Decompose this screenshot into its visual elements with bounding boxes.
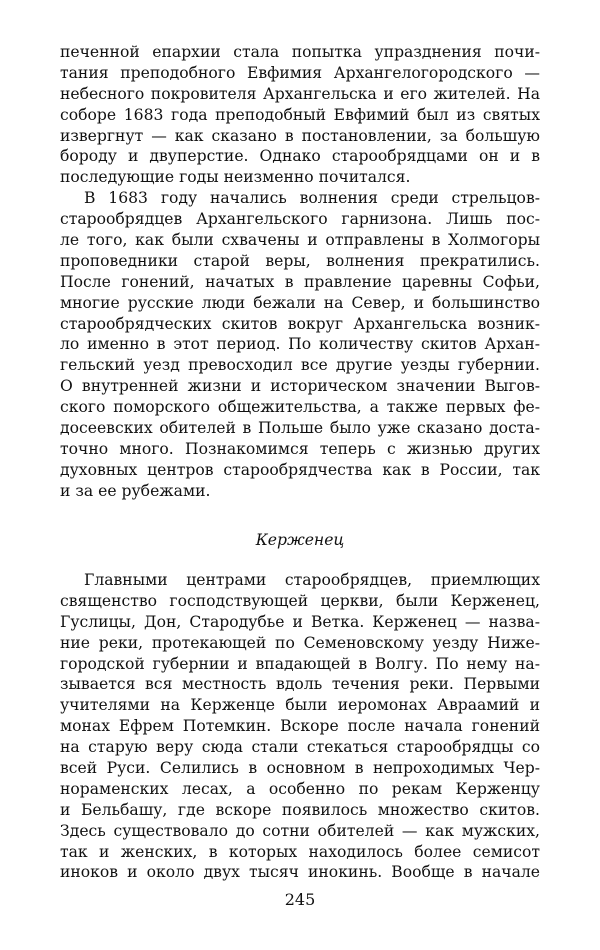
text-line: ние реки, протекающей по Семеновскому уезду Ниже-: [60, 633, 540, 652]
text-line: всей Руси. Селились в основном в непроходимых Чер-: [60, 759, 540, 778]
page-number: 245: [284, 890, 316, 909]
text-line: досеевских обителей в Польше было уже сказано доста-: [60, 419, 540, 438]
text-line: последующие годы неизменно почитался.: [60, 168, 411, 187]
text-line: иноков и около двух тысяч инокинь. Вообще в начале: [60, 863, 540, 882]
section-text-block: [60, 570, 540, 883]
text-line: и Бельбашу, где вскоре появилось множество скитов.: [60, 800, 540, 819]
text-line: и за ее рубежами.: [60, 481, 211, 500]
text-line: духовных центров старообрядчества как в России, так: [60, 460, 540, 479]
text-line: О внутренней жизни и историческом значении Выгов-: [60, 377, 540, 396]
text-line: ло именно в этот период. По количеству скитов Архан-: [60, 335, 540, 354]
text-line: гельский уезд превосходил все другие уезды губернии.: [60, 356, 540, 375]
text-line: монах Ефрем Потемкин. Вскоре после начала гонений: [60, 717, 540, 736]
text-line: старообрядцев Архангельского гарнизона. Лишь пос-: [60, 210, 540, 229]
text-line: старообрядческих скитов вокруг Архангельска возник-: [60, 314, 540, 333]
text-line: бороду и двуперстие. Однако старообрядцами он и в: [60, 147, 540, 166]
text-line: После гонений, начатых в правление царевны Софьи,: [60, 272, 540, 291]
text-line: соборе 1683 года преподобный Евфимий был из святых: [60, 105, 540, 124]
text-line: проповедники старой веры, волнения прекратились.: [60, 251, 540, 270]
text-line: извергнут — как сказано в постановлении, за большую: [60, 126, 540, 145]
text-line: точно много. Познакомимся теперь с жизнью других: [60, 439, 540, 458]
text-line: на старую веру сюда стали стекаться старообрядцы со: [60, 738, 540, 757]
text-line: тания преподобного Евфимия Архангелогородского —: [60, 63, 540, 82]
text-line: ле того, как были схвачены и отправлены в Холмогоры: [60, 231, 540, 250]
text-line: зывается вся местность вдоль течения реки. Первыми: [60, 675, 540, 694]
text-line: Гуслицы, Дон, Стародубье и Ветка. Керженец — назва-: [60, 612, 540, 631]
text-line: многие русские люди бежали на Север, и большинство: [60, 293, 540, 312]
text-line: Главными центрами старообрядцев, приемлющих: [84, 571, 540, 589]
text-line: нораменских лесах, а особенно по рекам Керженцу: [60, 779, 540, 798]
text-line: В 1683 году начались волнения среди стрельцов-: [84, 189, 540, 208]
main-text-block: [60, 42, 540, 502]
text-line: Здесь существовало до сотни обителей — как мужских,: [60, 821, 540, 840]
section-heading: Керженец: [255, 531, 345, 549]
text-line: небесного покровителя Архангельска и его жителей. На: [60, 84, 540, 103]
text-line: городской губернии и впадающей в Волгу. По нему на-: [60, 654, 540, 673]
text-line: священство господствующей церкви, были Керженец,: [60, 591, 540, 610]
text-line: печенной епархии стала попытка упразднения почи-: [60, 43, 540, 61]
text-line: учителями на Керженце были иеромонах Авраамий и: [60, 696, 540, 715]
text-line: ского поморского общежительства, а также первых фе-: [60, 398, 540, 417]
text-line: так и женских, в которых находилось более семисот: [60, 842, 540, 861]
